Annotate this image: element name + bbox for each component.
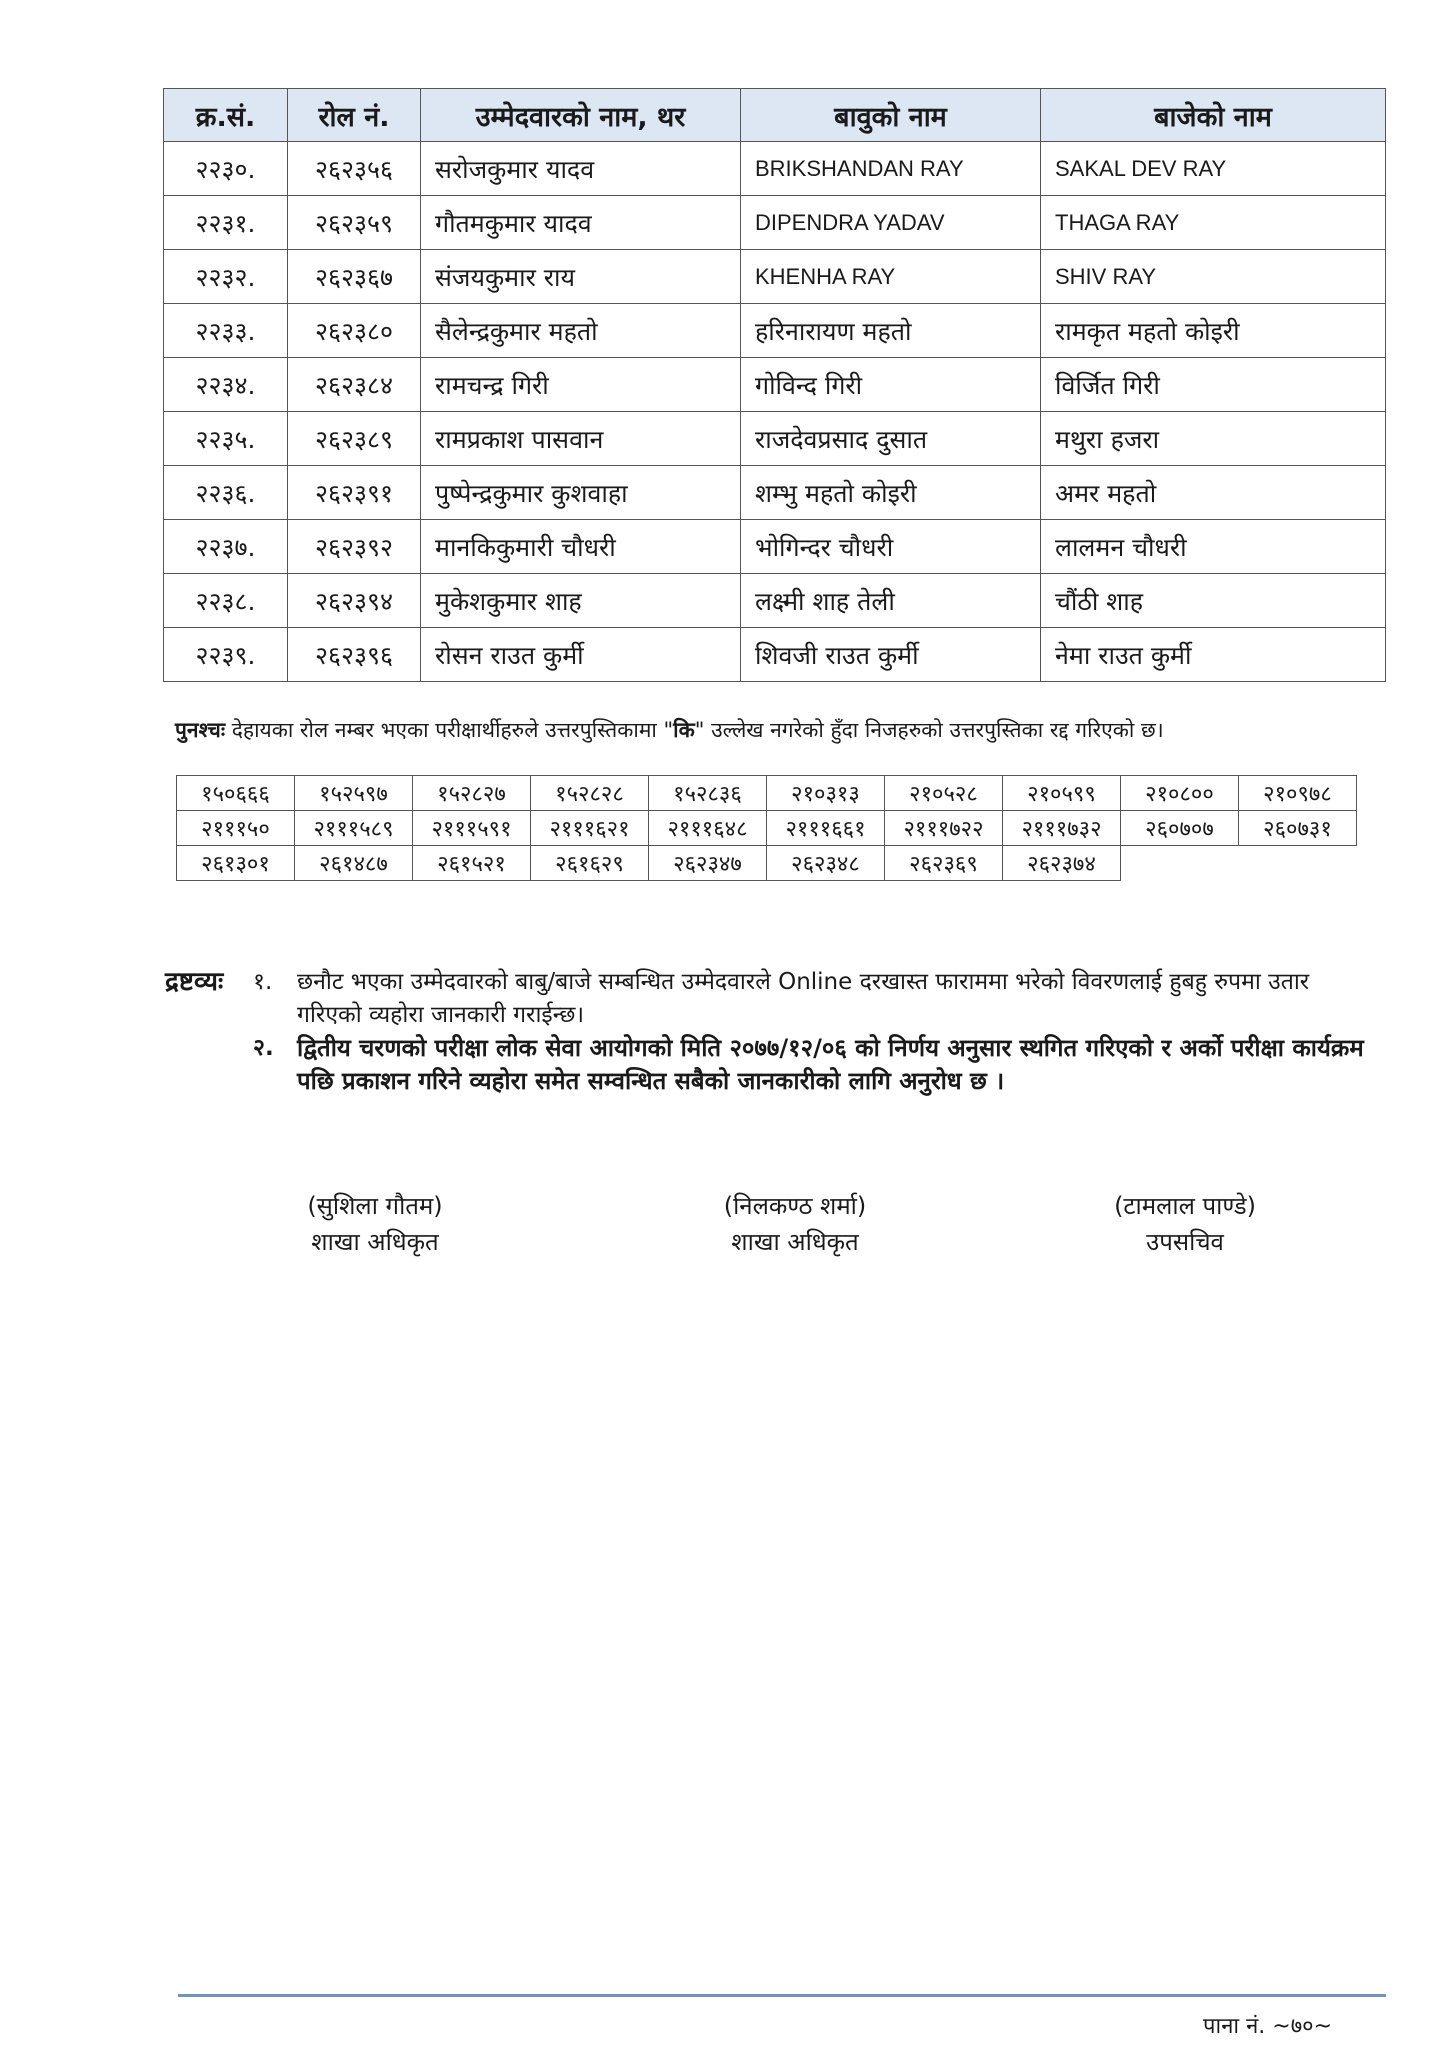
cancelled-roll: २१११५० bbox=[177, 811, 295, 846]
cancelled-roll: २१११७२२ bbox=[885, 811, 1003, 846]
postscript-label: पुनश्चः bbox=[175, 718, 226, 742]
cell-roll: २६२३६७ bbox=[288, 250, 421, 304]
cancelled-roll: २६१६२९ bbox=[531, 846, 649, 881]
footer-divider bbox=[178, 1994, 1386, 1997]
cancelled-roll: २६०७३१ bbox=[1239, 811, 1357, 846]
cell-candidate-name: रामचन्द्र गिरी bbox=[421, 358, 741, 412]
header-roll: रोल नं. bbox=[288, 89, 421, 142]
signature-block bbox=[1080, 1188, 1290, 1260]
cell-serial: २२३८. bbox=[164, 574, 288, 628]
cancelled-roll: २१११६६१ bbox=[767, 811, 885, 846]
cell-roll: २६२३८० bbox=[288, 304, 421, 358]
cell-grandfather-name: मथुरा हजरा bbox=[1041, 412, 1386, 466]
cell-serial: २२३२. bbox=[164, 250, 288, 304]
table-row bbox=[164, 196, 1386, 250]
cell-candidate-name: मानकिकुमारी चौधरी bbox=[421, 520, 741, 574]
header-candidate-name: उम्मेदवारको नाम, थर bbox=[421, 89, 741, 142]
signatory-name: (टामलाल पाण्डे) bbox=[1114, 1192, 1256, 1220]
cell-candidate-name: गौतमकुमार यादव bbox=[421, 196, 741, 250]
header-father-name: बावुको नाम bbox=[741, 89, 1041, 142]
cancelled-roll: २१०३१३ bbox=[767, 776, 885, 811]
cancelled-roll: २६१५२१ bbox=[413, 846, 531, 881]
cancelled-roll: २१११५८९ bbox=[295, 811, 413, 846]
table-row bbox=[164, 304, 1386, 358]
cell-father-name: राजदेवप्रसाद दुसात bbox=[741, 412, 1041, 466]
cell-grandfather-name: रामकृत महतो कोइरी bbox=[1041, 304, 1386, 358]
cancelled-roll: १५२८३६ bbox=[649, 776, 767, 811]
table-row bbox=[164, 520, 1386, 574]
cell-grandfather-name: SHIV RAY bbox=[1041, 250, 1386, 304]
notes-label: द्रष्टव्यः bbox=[165, 967, 224, 997]
cell-serial: २२३६. bbox=[164, 466, 288, 520]
table-row bbox=[164, 412, 1386, 466]
table-row bbox=[164, 358, 1386, 412]
signatory-title: उपसचिव bbox=[1146, 1228, 1224, 1256]
note-2-number: २. bbox=[253, 1035, 274, 1061]
cell-father-name: शिवजी राउत कुर्मी bbox=[741, 628, 1041, 682]
cell-candidate-name: सैलेन्द्रकुमार महतो bbox=[421, 304, 741, 358]
table-row bbox=[164, 142, 1386, 196]
table-row bbox=[164, 628, 1386, 682]
cell-grandfather-name: चौंठी शाह bbox=[1041, 574, 1386, 628]
cell-father-name: लक्ष्मी शाह तेली bbox=[741, 574, 1041, 628]
cancelled-roll: २१११६२१ bbox=[531, 811, 649, 846]
cell-roll: २६२३९६ bbox=[288, 628, 421, 682]
cancelled-roll: १५०६६६ bbox=[177, 776, 295, 811]
cancelled-rolls-table bbox=[176, 775, 1357, 881]
cell-grandfather-name: विर्जित गिरी bbox=[1041, 358, 1386, 412]
cancelled-rolls-row bbox=[177, 811, 1357, 846]
cell-serial: २२३१. bbox=[164, 196, 288, 250]
cell-roll: २६२३८४ bbox=[288, 358, 421, 412]
cell-serial: २२३५. bbox=[164, 412, 288, 466]
cell-candidate-name: रामप्रकाश पासवान bbox=[421, 412, 741, 466]
page-number: पाना नं. ~७०~ bbox=[1203, 2014, 1333, 2039]
cell-father-name: DIPENDRA YADAV bbox=[741, 196, 1041, 250]
signature-block bbox=[280, 1188, 470, 1260]
cell-grandfather-name: नेमा राउत कुर्मी bbox=[1041, 628, 1386, 682]
cell-father-name: KHENHA RAY bbox=[741, 250, 1041, 304]
cancelled-roll: २६२३७४ bbox=[1003, 846, 1121, 881]
cancelled-roll: २१०५९९ bbox=[1003, 776, 1121, 811]
cancelled-roll: २१०८०० bbox=[1121, 776, 1239, 811]
cell-candidate-name: रोसन राउत कुर्मी bbox=[421, 628, 741, 682]
cancelled-roll: २१११६४८ bbox=[649, 811, 767, 846]
signatory-title: शाखा अधिकृत bbox=[311, 1228, 439, 1256]
cancelled-roll: १५२८२७ bbox=[413, 776, 531, 811]
cell-father-name: BRIKSHANDAN RAY bbox=[741, 142, 1041, 196]
note-2-text: द्वितीय चरणको परीक्षा लोक सेवा आयोगको मिति २०७७/१२/०६ को निर्णय अनुसार स्थगित गरिएको र अर्को परीक्षा कार्यक्रम पछि प्रकाशन गरिने व्यहोरा समेत सम्वन्धित सबैको जानकारीको लागि अनुरोध छ । bbox=[297, 1034, 1364, 1095]
cancelled-roll: २६१४८७ bbox=[295, 846, 413, 881]
cancelled-roll: २६१३०१ bbox=[177, 846, 295, 881]
table-header-row bbox=[164, 89, 1386, 142]
cell-roll: २६२३९१ bbox=[288, 466, 421, 520]
cell-serial: २२३०. bbox=[164, 142, 288, 196]
table-row bbox=[164, 250, 1386, 304]
cancelled-roll: २१०५२८ bbox=[885, 776, 1003, 811]
table-row bbox=[164, 574, 1386, 628]
cancelled-roll: २१११५९१ bbox=[413, 811, 531, 846]
cell-candidate-name: संजयकुमार राय bbox=[421, 250, 741, 304]
signatory-name: (सुशिला गौतम) bbox=[307, 1192, 443, 1220]
cancelled-roll: २१०९७८ bbox=[1239, 776, 1357, 811]
cell-serial: २२३३. bbox=[164, 304, 288, 358]
note-1-text: छनौट भएका उम्मेदवारको बाबु/बाजे सम्बन्धित उम्मेदवारले Online दरखास्त फाराममा भरेको विवरणलाई हुबहु रुपमा उतार गरिएको व्यहोरा जानकारी गराईन्छ। bbox=[297, 969, 1310, 1028]
header-grandfather-name: बाजेको नाम bbox=[1041, 89, 1386, 142]
cell-serial: २२३९. bbox=[164, 628, 288, 682]
cell-roll: २६२३९४ bbox=[288, 574, 421, 628]
empty-cell bbox=[1121, 846, 1239, 881]
cell-candidate-name: पुष्पेन्द्रकुमार कुशवाहा bbox=[421, 466, 741, 520]
cancelled-roll: १५२८२८ bbox=[531, 776, 649, 811]
candidate-table bbox=[163, 88, 1386, 682]
cancelled-roll: १५२५९७ bbox=[295, 776, 413, 811]
cell-father-name: शम्भु महतो कोइरी bbox=[741, 466, 1041, 520]
cancelled-rolls-row bbox=[177, 846, 1357, 881]
cell-grandfather-name: THAGA RAY bbox=[1041, 196, 1386, 250]
postscript-text-after: " उल्लेख नगरेको हुँदा निजहरुको उत्तरपुस्तिका रद्द गरिएको छ। bbox=[694, 718, 1164, 742]
postscript-note bbox=[175, 716, 1164, 744]
cancelled-roll: २६२३६९ bbox=[885, 846, 1003, 881]
cell-serial: २२३७. bbox=[164, 520, 288, 574]
header-serial: क्र.सं. bbox=[164, 89, 288, 142]
note-1-number: १. bbox=[253, 969, 273, 995]
cancelled-roll: २६२३४७ bbox=[649, 846, 767, 881]
cell-grandfather-name: लालमन चौधरी bbox=[1041, 520, 1386, 574]
cell-grandfather-name: SAKAL DEV RAY bbox=[1041, 142, 1386, 196]
cell-roll: २६२३८९ bbox=[288, 412, 421, 466]
cell-candidate-name: मुकेशकुमार शाह bbox=[421, 574, 741, 628]
signatory-title: शाखा अधिकृत bbox=[731, 1228, 859, 1256]
postscript-highlight: कि bbox=[673, 718, 695, 742]
cell-grandfather-name: अमर महतो bbox=[1041, 466, 1386, 520]
empty-cell bbox=[1239, 846, 1357, 881]
signatory-name: (निलकण्ठ शर्मा) bbox=[723, 1192, 867, 1220]
cell-father-name: हरिनारायण महतो bbox=[741, 304, 1041, 358]
cell-roll: २६२३९२ bbox=[288, 520, 421, 574]
cell-serial: २२३४. bbox=[164, 358, 288, 412]
cell-roll: २६२३५९ bbox=[288, 196, 421, 250]
cancelled-rolls-row bbox=[177, 776, 1357, 811]
table-row bbox=[164, 466, 1386, 520]
cell-roll: २६२३५६ bbox=[288, 142, 421, 196]
cancelled-roll: २६०७०७ bbox=[1121, 811, 1239, 846]
cancelled-roll: २६२३४८ bbox=[767, 846, 885, 881]
cell-candidate-name: सरोजकुमार यादव bbox=[421, 142, 741, 196]
cell-father-name: भोगिन्दर चौधरी bbox=[741, 520, 1041, 574]
postscript-text-before: देहायका रोल नम्बर भएका परीक्षार्थीहरुले उत्तरपुस्तिकामा " bbox=[225, 718, 674, 742]
cell-father-name: गोविन्द गिरी bbox=[741, 358, 1041, 412]
cancelled-roll: २१११७३२ bbox=[1003, 811, 1121, 846]
signature-block bbox=[690, 1188, 900, 1260]
